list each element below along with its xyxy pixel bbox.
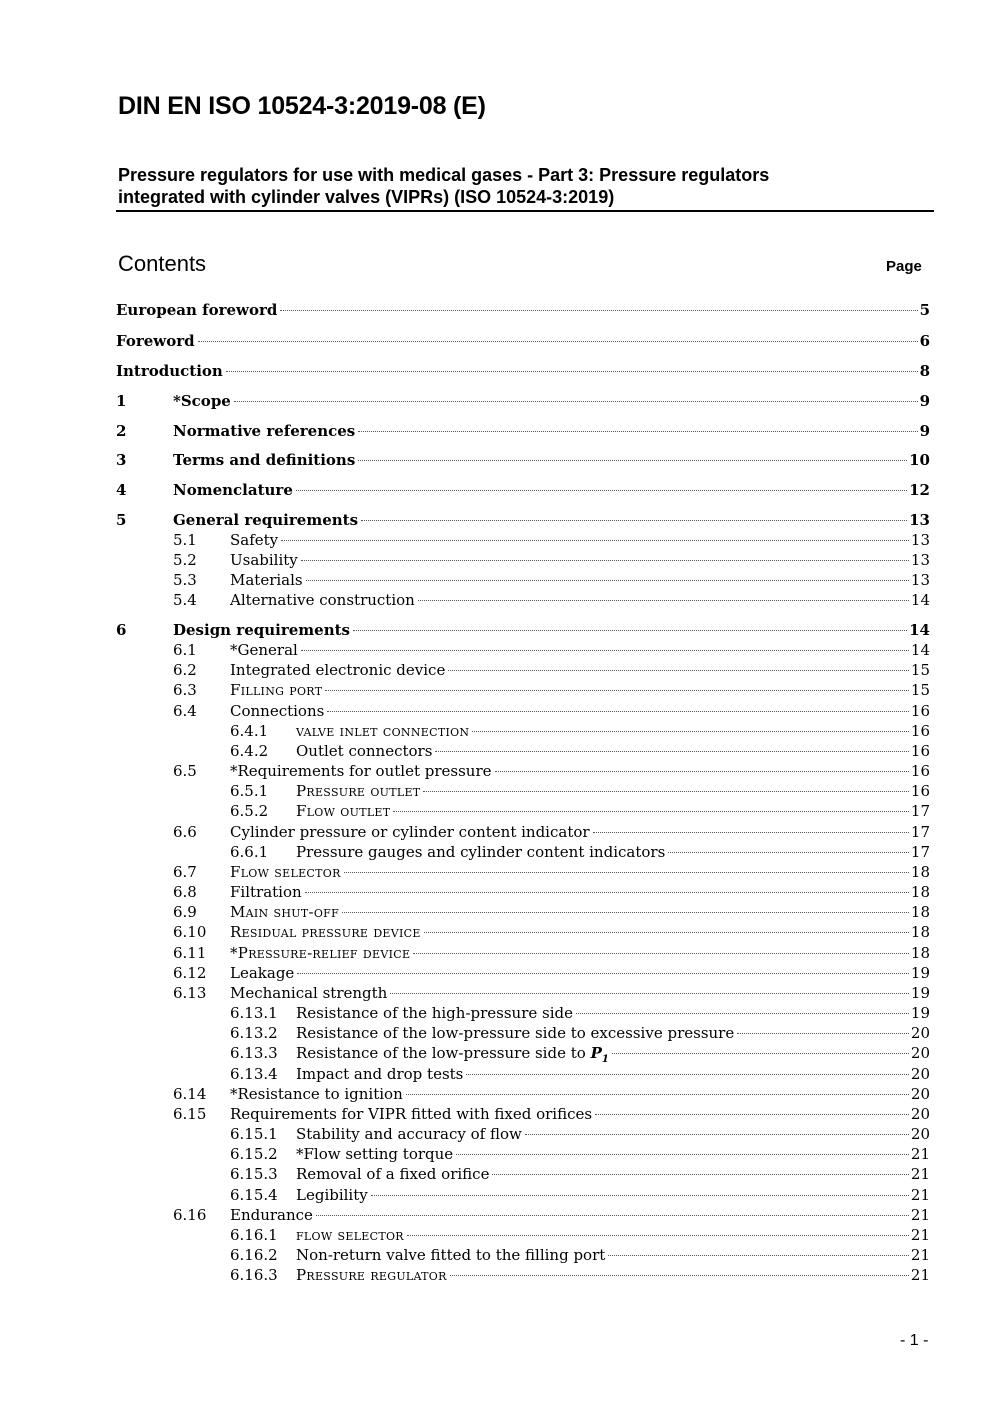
toc-entry-page: 21 — [910, 1246, 930, 1264]
toc-entry-page: 18 — [910, 923, 930, 941]
toc-entry-page: 20 — [910, 1125, 930, 1143]
toc-entry[interactable] — [116, 1205, 930, 1225]
toc-entry-number: 6.11 — [173, 944, 207, 962]
toc-entry[interactable] — [116, 361, 930, 381]
toc-entry-title: Nomenclature — [173, 481, 293, 499]
toc-entry[interactable] — [116, 590, 930, 610]
toc-entry[interactable] — [116, 480, 930, 500]
toc-entry[interactable] — [116, 391, 930, 411]
toc-entry-number: 4 — [116, 481, 127, 499]
toc-dot-leader — [371, 1195, 909, 1196]
toc-dot-leader — [435, 751, 908, 752]
toc-entry[interactable] — [116, 1124, 930, 1144]
toc-entry-number: 6.15 — [173, 1105, 207, 1123]
toc-entry-title: *Requirements for outlet pressure — [230, 762, 492, 780]
toc-dot-leader — [358, 431, 917, 432]
toc-entry-title: Outlet connectors — [296, 742, 433, 760]
toc-entry-number: 6.1 — [173, 641, 197, 659]
toc-entry-page: 16 — [910, 782, 930, 800]
title-divider — [116, 210, 934, 212]
toc-entry-title: Residual pressure device — [230, 923, 421, 941]
toc-dot-leader — [608, 1255, 909, 1256]
toc-entry-page: 9 — [919, 422, 930, 440]
toc-entry-number: 6.3 — [173, 681, 197, 699]
toc-entry-page: 8 — [919, 362, 930, 380]
contents-heading: Contents — [118, 251, 207, 276]
toc-dot-leader — [472, 731, 909, 732]
toc-entry-title: Non-return valve fitted to the filling port — [296, 1246, 606, 1264]
toc-entry-page: 17 — [910, 802, 930, 820]
toc-entry-title: Requirements for VIPR fitted with fixed orifices — [230, 1105, 593, 1123]
toc-entry-title: Flow outlet — [296, 802, 391, 820]
toc-entry-number: 6.13.3 — [230, 1044, 278, 1062]
toc-entry-number: 6.5.1 — [230, 782, 269, 800]
toc-entry-page: 20 — [910, 1105, 930, 1123]
toc-dot-leader — [612, 1053, 909, 1054]
toc-entry-page: 9 — [919, 392, 930, 410]
toc-entry-page: 14 — [910, 641, 930, 659]
toc-entry-title: Removal of a fixed orifice — [296, 1165, 490, 1183]
toc-entry-number: 6.8 — [173, 883, 197, 901]
toc-entry-number: 6.2 — [173, 661, 197, 679]
toc-entry[interactable] — [116, 741, 930, 761]
toc-entry[interactable] — [116, 1003, 930, 1023]
toc-entry[interactable] — [116, 331, 930, 351]
toc-dot-leader — [576, 1013, 909, 1014]
toc-dot-leader — [737, 1033, 909, 1034]
toc-entry[interactable] — [116, 550, 930, 570]
toc-entry-number: 5.2 — [173, 551, 197, 569]
toc-entry-page: 16 — [910, 762, 930, 780]
toc-dot-leader — [406, 1094, 909, 1095]
toc-dot-leader — [495, 771, 909, 772]
toc-entry[interactable] — [116, 1265, 930, 1285]
toc-dot-leader — [280, 310, 917, 311]
toc-dot-leader — [306, 580, 909, 581]
toc-entry-page: 18 — [910, 903, 930, 921]
toc-entry-page: 16 — [910, 742, 930, 760]
toc-entry[interactable] — [116, 1084, 930, 1104]
toc-entry-number: 6.9 — [173, 903, 197, 921]
toc-entry[interactable] — [116, 530, 930, 550]
toc-entry[interactable] — [116, 421, 930, 441]
toc-entry-title: Design requirements — [173, 621, 350, 639]
toc-dot-leader — [327, 711, 909, 712]
toc-entry-page: 18 — [910, 883, 930, 901]
toc-entry-title: Materials — [230, 571, 303, 589]
toc-entry[interactable] — [116, 570, 930, 590]
toc-entry-page: 13 — [910, 551, 930, 569]
toc-entry[interactable] — [116, 922, 930, 942]
toc-entry-number: 6.5 — [173, 762, 197, 780]
toc-entry-page: 19 — [910, 1004, 930, 1022]
toc-entry-page: 13 — [910, 571, 930, 589]
toc-dot-leader — [424, 932, 909, 933]
toc-entry-number: 5 — [116, 511, 127, 529]
toc-entry-number: 6.7 — [173, 863, 197, 881]
toc-dot-leader — [593, 832, 909, 833]
toc-entry-page: 15 — [910, 681, 930, 699]
toc-entry[interactable] — [116, 701, 930, 721]
toc-entry-title: Filling port — [230, 681, 323, 699]
toc-entry-title: European foreword — [116, 301, 278, 319]
toc-entry-number: 6.12 — [173, 964, 207, 982]
toc-dot-leader — [296, 490, 907, 491]
toc-entry[interactable] — [116, 801, 930, 821]
toc-entry-title: *Scope — [173, 392, 231, 410]
toc-entry-number: 6.13.4 — [230, 1065, 278, 1083]
toc-entry-page: 21 — [910, 1145, 930, 1163]
toc-entry-title: Terms and definitions — [173, 451, 356, 469]
toc-entry-title: *Pressure-relief device — [230, 944, 411, 962]
toc-entry-number: 6.4.2 — [230, 742, 269, 760]
toc-entry[interactable] — [116, 902, 930, 922]
toc-entry-page: 20 — [910, 1065, 930, 1083]
toc-entry-title: Usability — [230, 551, 298, 569]
toc-entry-title: *Flow setting torque — [296, 1145, 454, 1163]
toc-entry-page: 12 — [909, 481, 930, 499]
toc-entry-number: 6.4.1 — [230, 722, 269, 740]
toc-entry[interactable] — [116, 882, 930, 902]
toc-entry-title: Main shut-off — [230, 903, 340, 921]
toc-dot-leader — [450, 1275, 909, 1276]
toc-entry[interactable] — [116, 983, 930, 1003]
toc-entry-page: 20 — [910, 1085, 930, 1103]
toc-entry-number: 6.16.3 — [230, 1266, 278, 1284]
toc-entry-number: 3 — [116, 451, 127, 469]
toc-entry-page: 19 — [910, 984, 930, 1002]
toc-entry-page: 18 — [910, 863, 930, 881]
toc-entry-page: 18 — [910, 944, 930, 962]
toc-entry-page: 14 — [909, 621, 930, 639]
toc-dot-leader — [234, 401, 918, 402]
toc-entry-title: Flow selector — [230, 863, 341, 881]
toc-entry-page: 6 — [919, 332, 930, 350]
toc-entry-page: 20 — [910, 1044, 930, 1062]
toc-entry-title: *Resistance to ignition — [230, 1085, 403, 1103]
toc-entry-number: 6.14 — [173, 1085, 207, 1103]
toc-entry[interactable] — [116, 450, 930, 470]
toc-entry-number: 6.10 — [173, 923, 207, 941]
toc-entry-number: 6 — [116, 621, 127, 639]
toc-entry-page: 10 — [909, 451, 930, 469]
toc-entry-number: 6.4 — [173, 702, 197, 720]
subtitle-line-1: Pressure regulators for use with medical gases - Part 3: Pressure regulators — [118, 165, 770, 185]
toc-dot-leader — [301, 560, 909, 561]
toc-entry-page: 21 — [910, 1165, 930, 1183]
toc-dot-leader — [301, 650, 909, 651]
toc-entry-page: 16 — [910, 702, 930, 720]
toc-entry-number: 6.5.2 — [230, 802, 269, 820]
toc-entry-page: 21 — [910, 1266, 930, 1284]
toc-entry[interactable] — [116, 1225, 930, 1245]
toc-entry-number: 5.3 — [173, 571, 197, 589]
toc-entry[interactable] — [116, 510, 930, 530]
toc-entry-title: Mechanical strength — [230, 984, 388, 1002]
toc-entry-page: 5 — [919, 301, 930, 319]
toc-entry-page: 16 — [910, 722, 930, 740]
toc-entry[interactable] — [116, 1023, 930, 1043]
toc-entry[interactable] — [116, 842, 930, 862]
toc-entry[interactable] — [116, 1164, 930, 1184]
toc-dot-leader — [407, 1235, 909, 1236]
toc-entry-number: 6.13 — [173, 984, 207, 1002]
toc-dot-leader — [198, 341, 918, 342]
toc-entry[interactable] — [116, 300, 930, 320]
toc-entry-page: 21 — [910, 1186, 930, 1204]
toc-dot-leader — [448, 670, 909, 671]
toc-entry[interactable] — [116, 781, 930, 801]
toc-entry-title: Pressure gauges and cylinder content indicators — [296, 843, 666, 861]
toc-entry[interactable] — [116, 1185, 930, 1205]
toc-entry-number: 6.6 — [173, 823, 197, 841]
toc-entry-page: 15 — [910, 661, 930, 679]
toc-entry[interactable] — [116, 761, 930, 781]
toc-entry-number: 6.15.4 — [230, 1186, 278, 1204]
toc-dot-leader — [353, 630, 907, 631]
toc-entry-title: Pressure regulator — [296, 1266, 447, 1284]
toc-entry[interactable] — [116, 1245, 930, 1265]
toc-dot-leader — [390, 993, 909, 994]
toc-entry-page: 14 — [910, 591, 930, 609]
toc-entry-title: Legibility — [296, 1186, 368, 1204]
toc-entry-number: 6.15.3 — [230, 1165, 278, 1183]
toc-dot-leader — [297, 973, 909, 974]
toc-entry-page: 19 — [910, 964, 930, 982]
toc-entry-title: General requirements — [173, 511, 359, 529]
toc-entry-title: Leakage — [230, 964, 295, 982]
document-subtitle — [118, 164, 933, 208]
toc-entry-number: 6.13.1 — [230, 1004, 278, 1022]
toc-entry-page: 13 — [910, 531, 930, 549]
toc-entry-title: Foreword — [116, 332, 195, 350]
toc-entry[interactable] — [116, 1144, 930, 1164]
toc-entry[interactable] — [116, 680, 930, 700]
toc-entry-number: 1 — [116, 392, 127, 410]
toc-dot-leader — [316, 1215, 909, 1216]
toc-entry-title: Cylinder pressure or cylinder content indicator — [230, 823, 590, 841]
toc-dot-leader — [344, 872, 909, 873]
page-column-label: Page — [886, 258, 922, 275]
toc-entry-title: Filtration — [230, 883, 302, 901]
toc-dot-leader — [325, 690, 909, 691]
toc-dot-leader — [393, 811, 909, 812]
toc-entry[interactable] — [116, 943, 930, 963]
toc-dot-leader — [413, 953, 909, 954]
toc-dot-leader — [305, 892, 909, 893]
toc-dot-leader — [342, 912, 909, 913]
page-number: - 1 - — [900, 1332, 929, 1349]
toc-entry-title: valve inlet connection — [296, 722, 470, 740]
toc-entry[interactable] — [116, 640, 930, 660]
toc-entry-title: Safety — [230, 531, 279, 549]
toc-entry-number: 5.1 — [173, 531, 197, 549]
toc-entry[interactable] — [116, 862, 930, 882]
toc-entry-page: 17 — [910, 843, 930, 861]
toc-entry[interactable] — [116, 1064, 930, 1084]
toc-entry-title: Pressure outlet — [296, 782, 421, 800]
toc-entry-title: Normative references — [173, 422, 356, 440]
toc-entry-page: 21 — [910, 1226, 930, 1244]
toc-entry-title: Stability and accuracy of flow — [296, 1125, 522, 1143]
toc-dot-leader — [358, 460, 907, 461]
toc-dot-leader — [281, 540, 909, 541]
toc-entry[interactable] — [116, 620, 930, 640]
document-id: DIN EN ISO 10524-3:2019-08 (E) — [118, 92, 486, 120]
toc-entry[interactable] — [116, 721, 930, 741]
toc-entry-title: Resistance of the high-pressure side — [296, 1004, 574, 1022]
toc-entry-number: 6.15.1 — [230, 1125, 278, 1143]
toc-entry-title: Introduction — [116, 362, 223, 380]
toc-entry-title: Connections — [230, 702, 325, 720]
toc-entry-title: flow selector — [296, 1226, 404, 1244]
toc-entry-number: 6.13.2 — [230, 1024, 278, 1042]
toc-entry-number: 6.6.1 — [230, 843, 269, 861]
toc-entry-number: 5.4 — [173, 591, 197, 609]
toc-entry-number: 6.16.2 — [230, 1246, 278, 1264]
toc-dot-leader — [456, 1154, 909, 1155]
toc-dot-leader — [595, 1114, 909, 1115]
toc-dot-leader — [361, 520, 907, 521]
toc-entry-title: Impact and drop tests — [296, 1065, 464, 1083]
toc-entry-page: 13 — [909, 511, 930, 529]
subtitle-line-2: integrated with cylinder valves (VIPRs) (ISO 10524-3:2019) — [118, 187, 615, 207]
toc-dot-leader — [466, 1074, 909, 1075]
toc-entry[interactable] — [116, 660, 930, 680]
toc-entry-title: Endurance — [230, 1206, 313, 1224]
toc-dot-leader — [226, 371, 918, 372]
toc-entry-title: *General — [230, 641, 298, 659]
toc-entry-page: 17 — [910, 823, 930, 841]
toc-entry[interactable] — [116, 1104, 930, 1124]
toc-entry-number: 6.15.2 — [230, 1145, 278, 1163]
toc-entry-number: 2 — [116, 422, 127, 440]
toc-entry-title: Alternative construction — [230, 591, 415, 609]
toc-entry[interactable] — [116, 822, 930, 842]
toc-entry-title: Resistance of the low-pressure side to $P_1$ — [296, 1044, 609, 1065]
toc-dot-leader — [668, 852, 909, 853]
toc-entry-title: Resistance of the low-pressure side to excessive pressure — [296, 1024, 735, 1042]
toc-entry-title: Integrated electronic device — [230, 661, 446, 679]
toc-entry-page: 21 — [910, 1206, 930, 1224]
toc-entry-number: 6.16.1 — [230, 1226, 278, 1244]
toc-dot-leader — [423, 791, 908, 792]
toc-dot-leader — [492, 1174, 908, 1175]
toc-entry-number: 6.16 — [173, 1206, 207, 1224]
toc-dot-leader — [418, 600, 909, 601]
toc-dot-leader — [525, 1134, 909, 1135]
toc-entry-page: 20 — [910, 1024, 930, 1042]
toc-entry[interactable] — [116, 1043, 930, 1063]
toc-entry[interactable] — [116, 963, 930, 983]
